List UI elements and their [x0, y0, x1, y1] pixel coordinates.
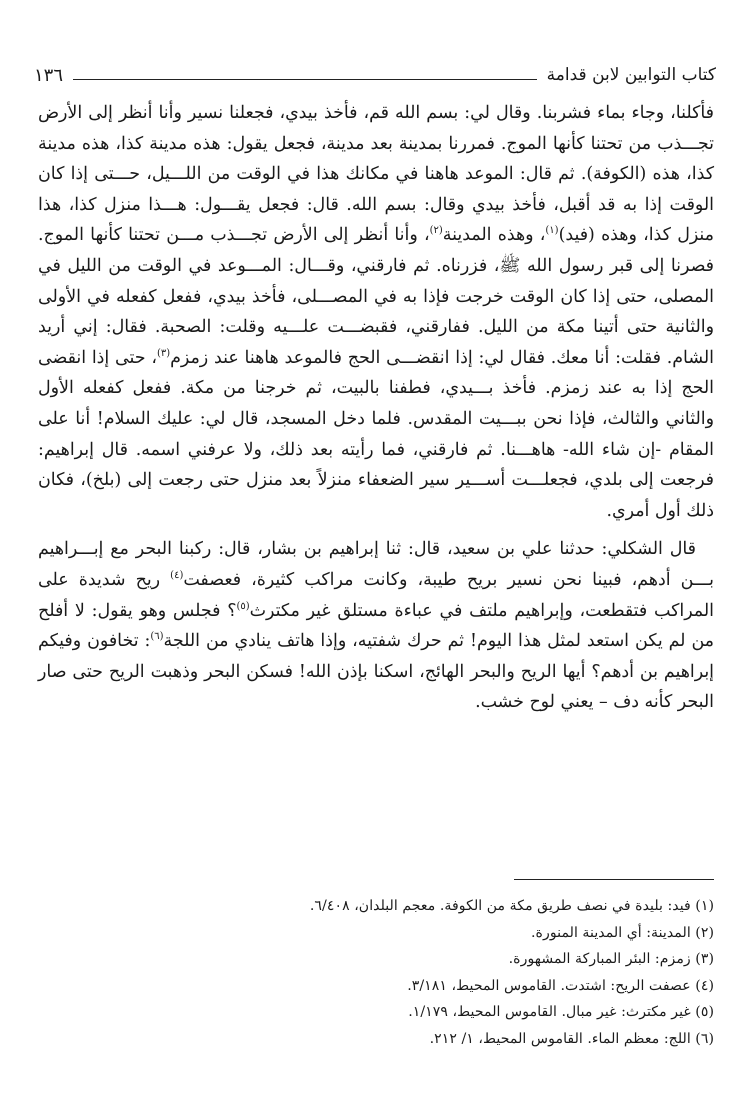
- book-title: كتاب التوابين لابن قدامة: [546, 65, 716, 85]
- text-segment: ؟ فجلس وهو يقول: لا أفلح من لم يكن استعد لمثل هذا اليوم! ثم حرك شفتيه، وإذا هاتف ينادي من اللجة: [38, 600, 714, 652]
- footnote-ref-5[interactable]: (٥): [236, 600, 250, 612]
- footnote-ref-2[interactable]: (٢): [429, 225, 443, 237]
- footnotes: [38, 893, 714, 1053]
- footnote-ref-6[interactable]: (٦): [150, 631, 164, 643]
- paragraph-2: [38, 534, 714, 718]
- text-segment: ريح شديدة على المراكب فتقطعت، وإبراهيم ملتف في عباءة مستلق غير مكترث: [38, 569, 714, 621]
- paragraph-1: [38, 98, 714, 526]
- footnote-item: (٤) عصفت الريح: اشتدت. القاموس المحيط، ٣/١٨١.: [407, 977, 714, 994]
- text-segment: : تخافون وفيكم إبراهيم بن أدهم؟ أيها الريح والبحر الهائج، اسكنا بإذن الله! فسكن البحر وذهبت الريح حتى صار البحر كأنه دف – يعني لوح خشب.: [38, 631, 714, 713]
- footnote-ref-3[interactable]: (٣): [156, 347, 171, 359]
- footnote-item: (٣) زمزم: البئر المباركة المشهورة.: [508, 951, 714, 968]
- main-text: [38, 98, 714, 718]
- footnote-ref-4[interactable]: (٤): [170, 570, 184, 582]
- footnote-item: (٦) اللج: معظم الماء. القاموس المحيط، ١/ ٢١٢.: [429, 1030, 714, 1047]
- text-segment: فأكلنا، وجاء بماء فشربنا. وقال لي: بسم الله قم، فأخذ بيدي، فجعلنا نسير وأنا أنظر إلى الأرض تجـــذب من تحتنا كأنها الموج. فمررنا بمدينة بعد مدينة، فجعل يقول: هذه مدينة كذا، هذه مدينة كذا، هذه (الكوفة). ثم قال: الموعد هاهنا في مكانك هذا في الوقت من اللـــيل، حـــتى إذا كان الوقت إذا به قد أقبل، فأخذ بيدي وقال: بسم الله. قال: فجعل يقـــول: هـــذا منزل كذا، هذا منزل كذا، وهذه (فيد): [38, 103, 714, 246]
- footnote-item: (٢) المدينة: أي المدينة المنورة.: [531, 924, 714, 941]
- header-rule: [73, 79, 537, 80]
- running-header: [34, 60, 716, 90]
- footnote-separator: [514, 879, 714, 880]
- page-number: ١٣٦: [34, 64, 64, 86]
- text-segment: ، وأنا أنظر إلى الأرض تجـــذب مـــن تحتنا كأنها الموج. فصرنا إلى قبر رسول الله ﷺ، فزرناه. ثم فارقني، وقـــال: المـــوعد في الوقت من الليل في المصلى، حتى إذا كان الوقت خرجت فإذا به في المصـــلى، فأخذ بيدي، ففعل كفعله في الأولى والثانية حتى أتينا مكة من الليل. ففارقني، فقبضـــت علـــيه وقلت: الصحبة. فقال: إني أريد الشام. فقلت: أنا معك. فقال لي: إذا انقضـــى الحج فالموعد هاهنا عند زمزم: [38, 225, 714, 368]
- text-segment: قال الشكلي: حدثنا علي بن سعيد، قال: ثنا إبراهيم بن بشار، قال: ركبنا البحر مع إبـــراهيم بـــن أدهم، فبينا نحن نسير بريح طيبة، وكانت مراكب كثيرة، فعصفت: [38, 539, 714, 590]
- text-segment: ، وهذه المدينة: [442, 225, 546, 246]
- footnote-item: (٥) غير مكترث: غير مبال. القاموس المحيط، ١/١٧٩.: [408, 1004, 714, 1021]
- footnote-ref-1[interactable]: (١): [545, 225, 559, 237]
- footnote-item: (١) فيد: بليدة في نصف طريق مكة من الكوفة. معجم البلدان، ٦/٤٠٨.: [309, 898, 714, 914]
- text-segment: ، حتى إذا انقضى الحج إذا به عند زمزم. فأخذ بـــيدي، فطفنا بالبيت، ثم خرجنا من مكة. ففعل كفعله الأول والثاني والثالث، فإذا نحن ببـــيت المقدس. فلما دخل المسجد، قال لي: عليك السلام! أنا على المقام -إن شاء الله- هاهـــنا. ثم فارقني، فما رأيته بعد ذلك، ولا عرفني اسمه. قال إبراهيم: فرجعت إلى بلدي، فجعلـــت أســـير سير الضعفاء منزلاً بعد منزل حتى رجعت إلى (بلخ)، فكان ذلك أول أمري.: [38, 347, 714, 521]
